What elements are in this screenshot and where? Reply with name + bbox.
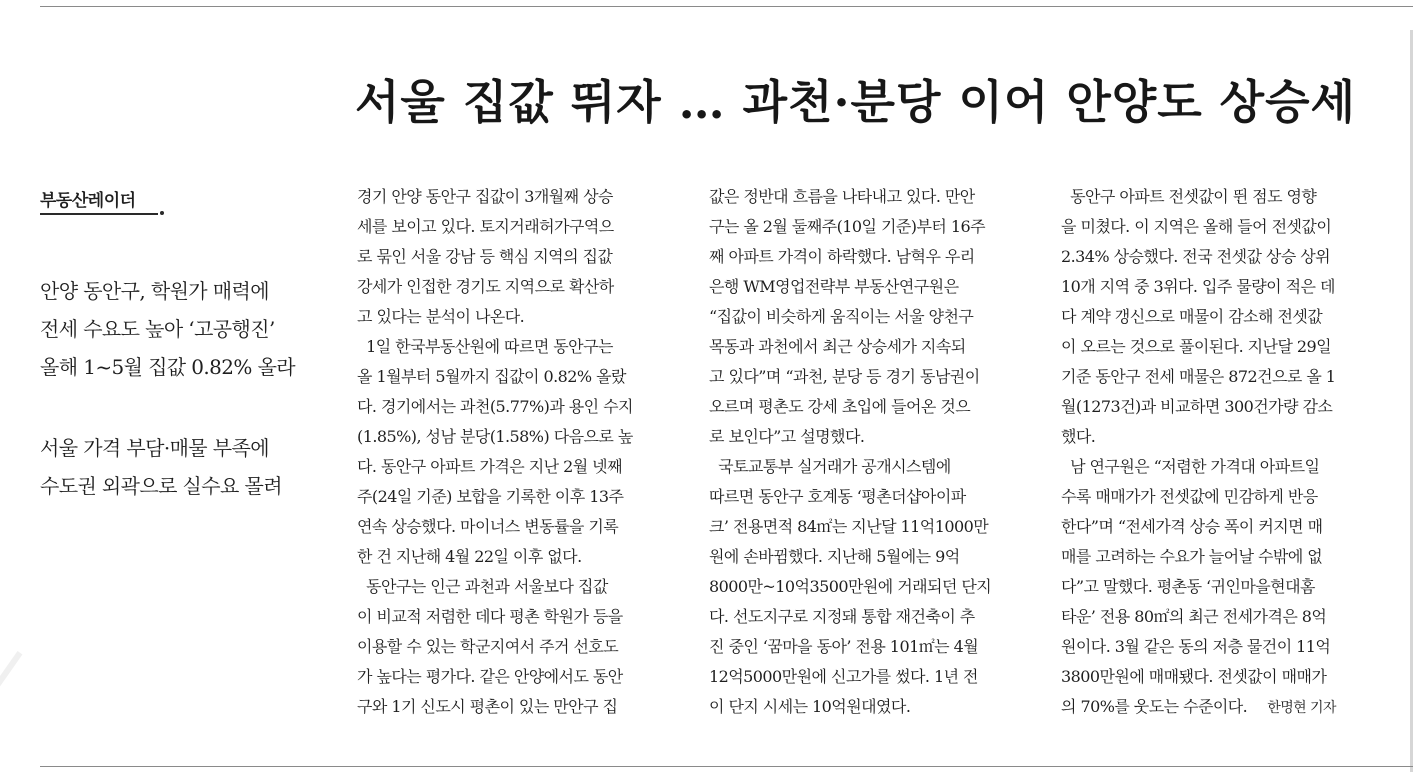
body-line: 경기 안양 동안구 집값이 3개월째 상승 bbox=[357, 187, 613, 206]
subhead-group-1 bbox=[40, 272, 330, 386]
body-line: 강세가 인접한 경기도 지역으로 확산하 bbox=[357, 277, 614, 296]
body-line: 남 연구원은 “저렴한 가격대 아파트일 bbox=[1061, 457, 1320, 476]
watermark-mark bbox=[0, 651, 72, 779]
body-line: 다”고 말했다. 평촌동 ‘귀인마을현대홈 bbox=[1061, 577, 1315, 596]
body-line: 로 보인다”고 설명했다. bbox=[709, 427, 865, 446]
body-line bbox=[1061, 692, 1383, 722]
body-line: 한다”며 “전세가격 상승 폭이 커지면 매 bbox=[1061, 517, 1323, 536]
body-line: 목동과 과천에서 최근 상승세가 지속되 bbox=[709, 337, 966, 356]
body-line: 크’ 전용면적 84㎡는 지난달 11억1000만 bbox=[709, 517, 989, 536]
body-line: 다. 경기에서는 과천(5.77%)과 용인 수지 bbox=[357, 397, 633, 416]
body-line: 값은 정반대 흐름을 나타내고 있다. 만안 bbox=[709, 187, 975, 206]
body-line: 연속 상승했다. 마이너스 변동률을 기록 bbox=[357, 517, 619, 536]
article-column-1 bbox=[357, 182, 679, 722]
article-column-3 bbox=[1061, 182, 1383, 722]
subhead-line: 서울 가격 부담·매물 부족에 bbox=[40, 436, 269, 460]
body-line: 월(1273건)과 비교하면 300건가량 감소 bbox=[1061, 397, 1333, 416]
body-line: 타운’ 전용 80㎡의 최근 전세가격은 8억 bbox=[1061, 607, 1327, 626]
body-line: 이 오르는 것으로 풀이된다. 지난달 29일 bbox=[1061, 337, 1332, 356]
body-line: 진 중인 ‘꿈마을 동아’ 전용 101㎡는 4월 bbox=[709, 637, 979, 656]
body-line: 한 건 지난해 4월 22일 이후 없다. bbox=[357, 547, 582, 566]
body-line: 8000만~10억3500만원에 거래되던 단지 bbox=[709, 577, 992, 596]
bottom-rule bbox=[40, 766, 1413, 767]
body-line: 이용할 수 있는 학군지여서 주거 선호도 bbox=[357, 637, 619, 656]
article-column-2 bbox=[709, 182, 1031, 722]
subhead-line: 올해 1~5월 집값 0.82% 올라 bbox=[40, 355, 296, 379]
body-line: 다 계약 갱신으로 매물이 감소해 전셋값 bbox=[1061, 307, 1323, 326]
body-line: 3800만원에 매매됐다. 전셋값이 매매가 bbox=[1061, 667, 1327, 686]
body-line: 기준 동안구 전세 매물은 872건으로 올 1 bbox=[1061, 367, 1336, 386]
subhead-group-2 bbox=[40, 429, 330, 505]
section-underline bbox=[40, 213, 158, 215]
body-line: (1.85%), 성남 분당(1.58%) 다음으로 높 bbox=[357, 427, 633, 446]
body-line: 세를 보이고 있다. 토지거래허가구역으 bbox=[357, 217, 614, 236]
body-line: 로 묶인 서울 강남 등 핵심 지역의 집값 bbox=[357, 247, 613, 266]
subhead-line: 전세 수요도 높아 ‘고공행진’ bbox=[40, 317, 275, 341]
body-line: 원에 손바뀜했다. 지난해 5월에는 9억 bbox=[709, 547, 960, 566]
body-line: 수록 매매가가 전셋값에 민감하게 반응 bbox=[1061, 487, 1318, 506]
body-line: 동안구 아파트 전셋값이 뛴 점도 영향 bbox=[1061, 187, 1317, 206]
body-line: 10개 지역 중 3위다. 입주 물량이 적은 데 bbox=[1061, 277, 1335, 296]
body-line: 이 단지 시세는 10억원대였다. bbox=[709, 697, 911, 716]
headline: 서울 집값 뛰자 … 과천·분당 이어 안양도 상승세 bbox=[355, 75, 1356, 129]
body-line: 1일 한국부동산원에 따르면 동안구는 bbox=[357, 337, 613, 356]
body-line: 국토교통부 실거래가 공개시스템에 bbox=[709, 457, 951, 476]
body-line-text: 의 70%를 웃도는 수준이다. bbox=[1061, 697, 1248, 716]
body-line: 동안구는 인근 과천과 서울보다 집값 bbox=[357, 577, 608, 596]
body-line: 째 아파트 가격이 하락했다. 남혁우 우리 bbox=[709, 247, 975, 266]
subhead-line: 안양 동안구, 학원가 매력에 bbox=[40, 279, 269, 303]
body-line: 12억5000만원에 신고가를 썼다. 1년 전 bbox=[709, 667, 978, 686]
body-line: 구는 올 2월 둘째주(10일 기준)부터 16주 bbox=[709, 217, 985, 236]
body-line: 원이다. 3월 같은 동의 저층 물건이 11억 bbox=[1061, 637, 1331, 656]
body-line: 따르면 동안구 호계동 ‘평촌더샵아이파 bbox=[709, 487, 966, 506]
top-rule bbox=[40, 6, 1413, 7]
body-line: 이 비교적 저렴한 데다 평촌 학원가 등을 bbox=[357, 607, 623, 626]
body-line: 올 1월부터 5월까지 집값이 0.82% 올랐 bbox=[357, 367, 626, 386]
byline: 한명현 기자 bbox=[1267, 700, 1336, 716]
body-line: 을 미쳤다. 이 지역은 올해 들어 전셋값이 bbox=[1061, 217, 1332, 236]
subhead-line: 수도권 외곽으로 실수요 몰려 bbox=[40, 474, 282, 498]
section-label: 부동산레이더 bbox=[40, 191, 136, 211]
body-line: 다. 동안구 아파트 가격은 지난 2월 넷째 bbox=[357, 457, 622, 476]
body-line: “집값이 비슷하게 움직이는 서울 양천구 bbox=[709, 307, 974, 326]
section-dot bbox=[160, 211, 164, 215]
body-line: 고 있다는 분석이 나온다. bbox=[357, 307, 525, 326]
body-line: 고 있다”며 “과천, 분당 등 경기 동남권이 bbox=[709, 367, 980, 386]
body-line: 2.34% 상승했다. 전국 전셋값 상승 상위 bbox=[1061, 247, 1331, 266]
body-line: 매를 고려하는 수요가 늘어날 수밖에 없 bbox=[1061, 547, 1323, 566]
body-line: 구와 1기 신도시 평촌이 있는 만안구 집 bbox=[357, 697, 618, 716]
body-line: 다. 선도지구로 지정돼 통합 재건축이 추 bbox=[709, 607, 975, 626]
body-line: 가 높다는 평가다. 같은 안양에서도 동안 bbox=[357, 667, 623, 686]
body-line: 은행 WM영업전략부 부동산연구원은 bbox=[709, 277, 959, 296]
body-line: 오르며 평촌도 강세 초입에 들어온 것으 bbox=[709, 397, 971, 416]
body-line: 했다. bbox=[1061, 427, 1096, 446]
body-line: 주(24일 기준) 보합을 기록한 이후 13주 bbox=[357, 487, 624, 506]
